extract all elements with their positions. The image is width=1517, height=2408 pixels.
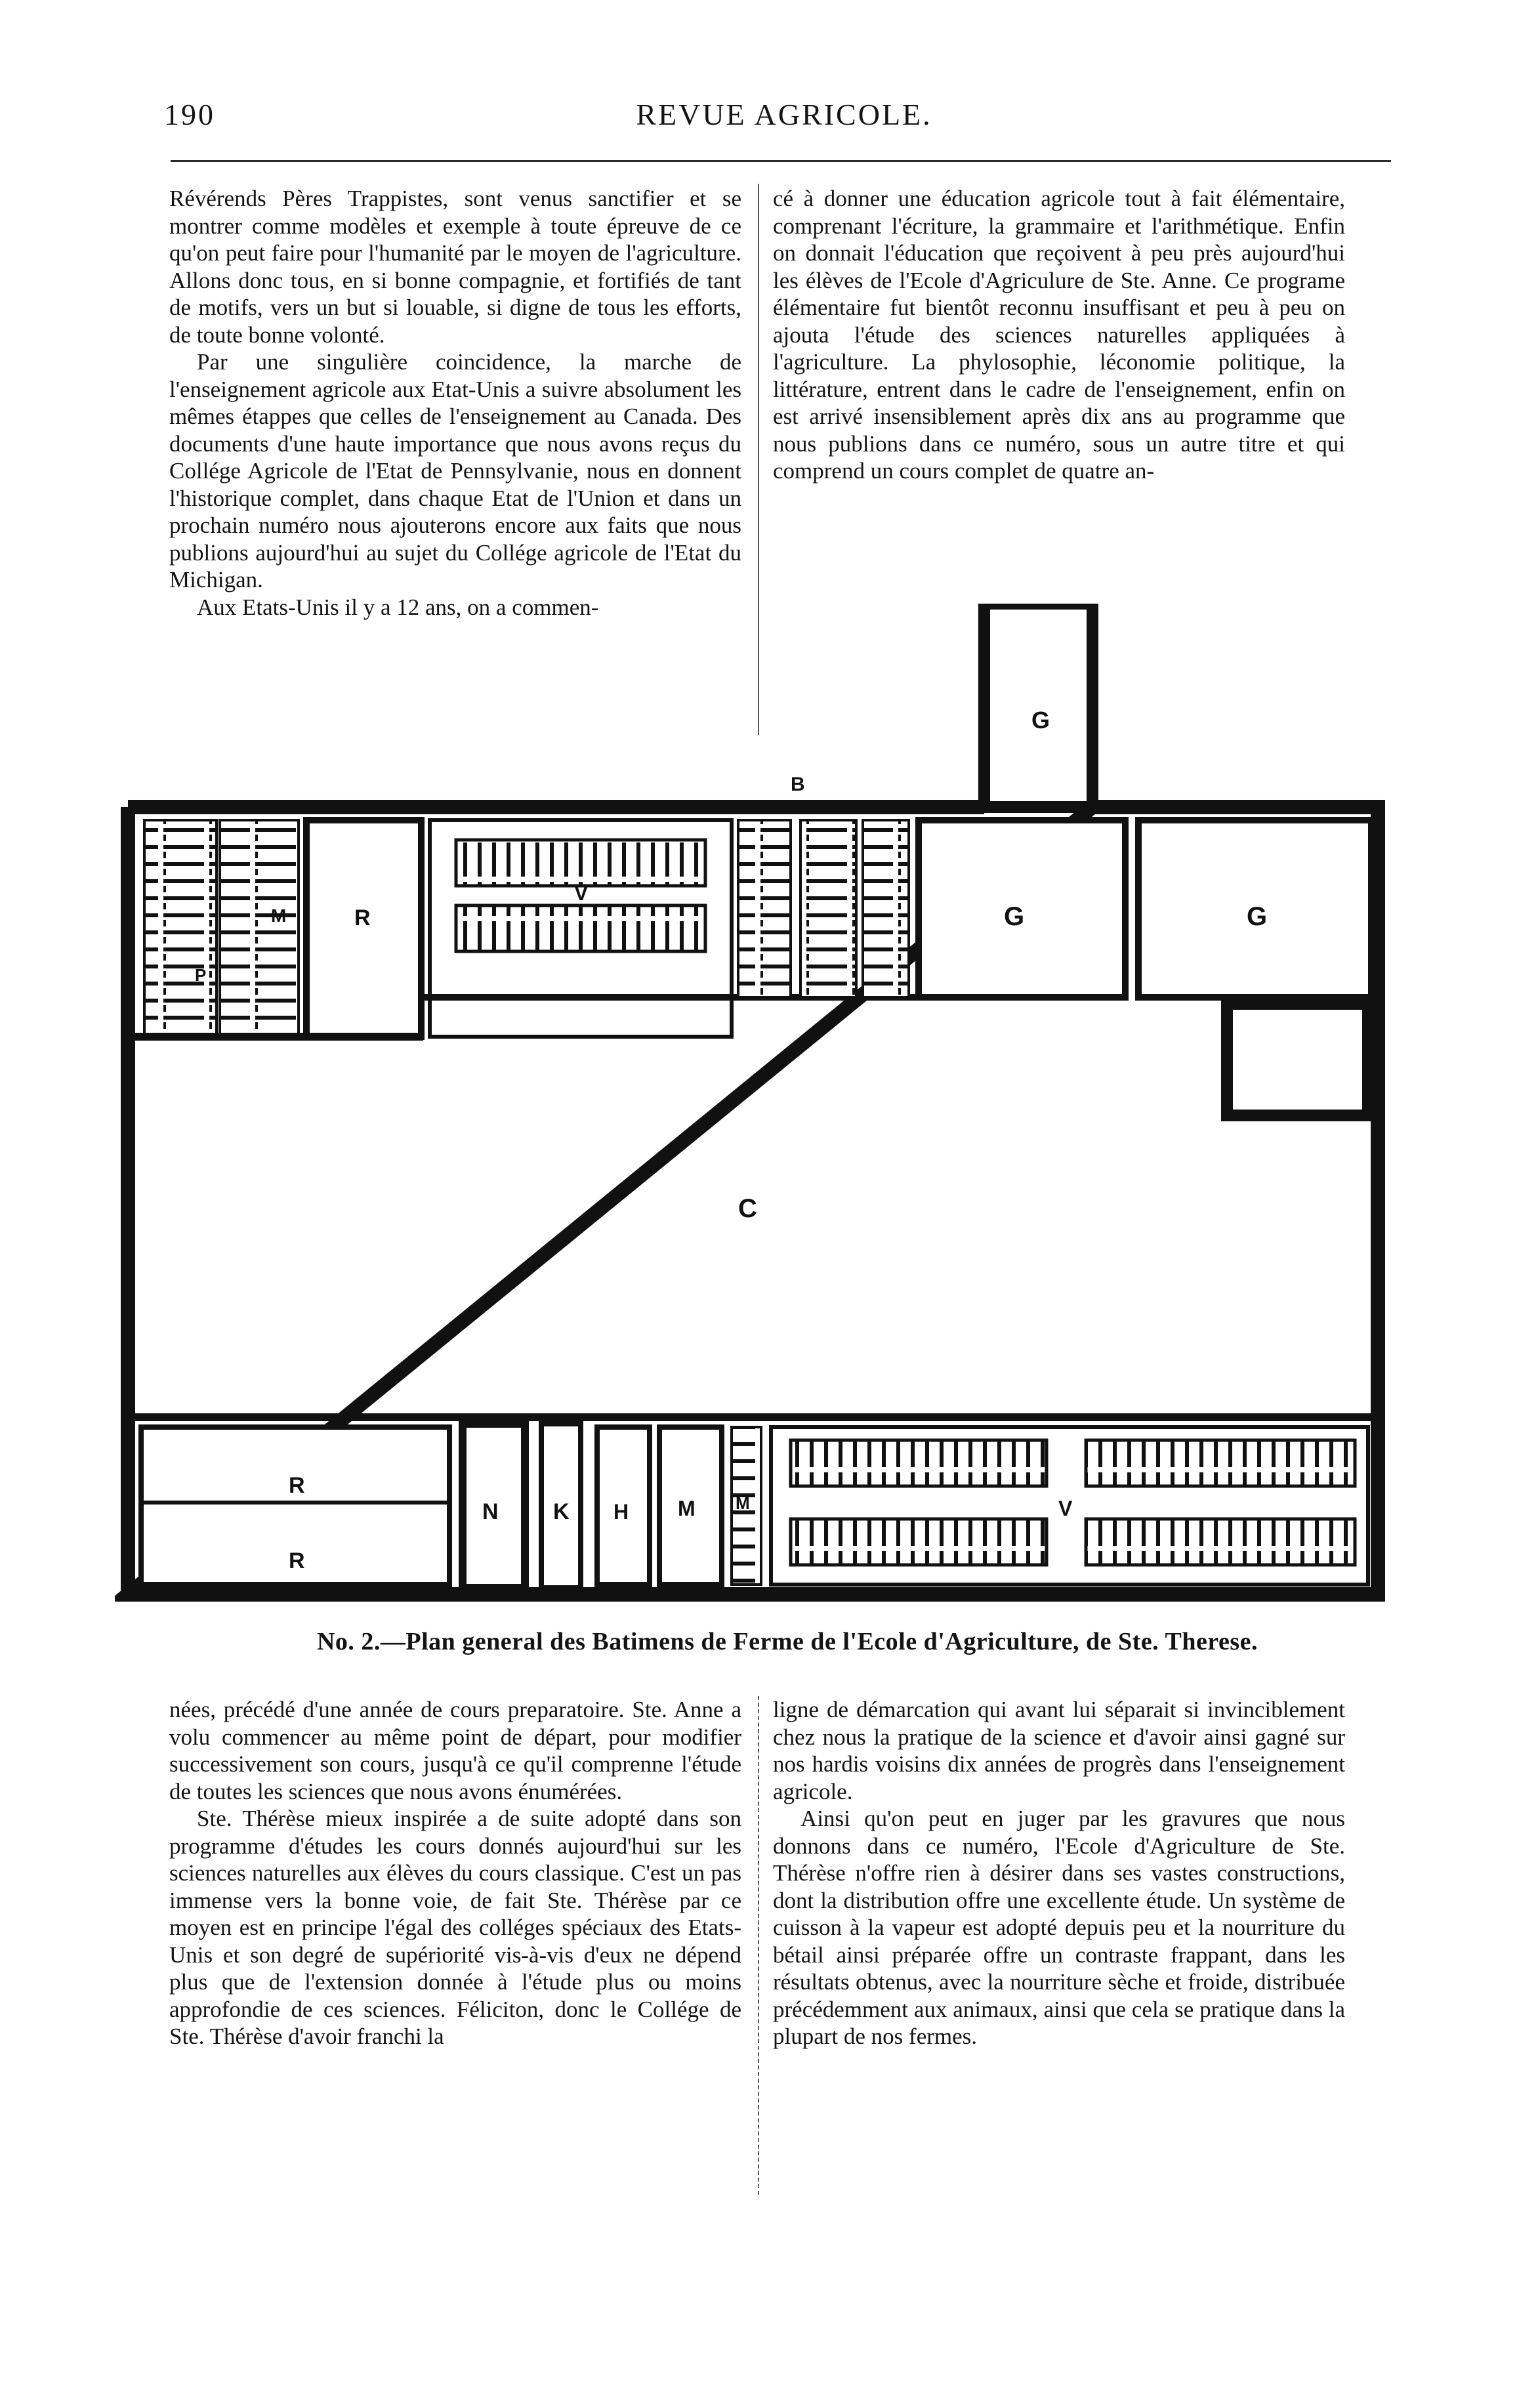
paragraph: Aux Etats-Unis il y a 12 ans, on a commen-: [197, 594, 599, 620]
page-number: 190: [164, 98, 215, 131]
column-bottom-right: [773, 1696, 1345, 2195]
paragraph: Ste. Thérèse mieux inspirée a de suite adopté dans son programme d'études les cours donnés aujourd'hui sur les sciences naturelles aux élèves du cours classique. C'est un pas immense vers la bonne voie, de fait Ste. Thérèse par ce moyen est en principe l'égal des colléges spéciaux des Etats-Unis et son degré de supériorité vis-à-vis d'eux ne dépend plus que de l'extension donnée à l'étude plus ou moins approfondie de ces sciences. Féliciton, donc le Collége de Ste. Thérèse d'avoir franchi la: [169, 1806, 741, 2049]
floor-plan: [115, 604, 1401, 1614]
column-divider: [758, 1696, 759, 2195]
plan-label: G: [1004, 902, 1025, 931]
column-top-right: [773, 185, 1345, 591]
plan-label: V: [1058, 1497, 1073, 1520]
paragraph: cé à donner une éducation agricole tout à fait élémentaire, comprenant l'écriture, la grammaire et l'arithmétique. Enfin on donnait l'éducation que reçoivent à peu près aujourd'hui les élèves de l'Ecole d'Agriculure de Ste. Anne. Ce programe élémentaire fut bientôt reconnu insuffisant et peu à peu on ajouta l'étude des sciences naturelles appliquées à l'agriculture. La phylosophie, léconomie politique, la littérature, entrent dans le cadre de l'enseignement, enfin on est arrivé insensiblement après dix ans au programme que nous publions dans ce numéro, sous un autre titre et qui comprend un cours complet de quatre an-: [773, 186, 1345, 484]
plan-label: R: [289, 1548, 305, 1573]
paragraph: ligne de démarcation qui avant lui séparait si invinciblement chez nous la pratique de la science et d'avoir ainsi gagné sur nos hardis voisins dix années de progrès dans l'enseignement agricole.: [773, 1697, 1345, 1804]
page-header: [164, 97, 1404, 150]
plan-stalls-left: [144, 820, 217, 1037]
journal-title: REVUE AGRICOLE.: [636, 98, 932, 131]
plan-label: C: [738, 1194, 757, 1223]
plan-label: N: [482, 1499, 499, 1524]
plan-label: K: [553, 1499, 570, 1524]
plan-label: M: [678, 1497, 696, 1520]
paragraph: Révérends Pères Trappistes, sont venus sanctifier et se montrer comme modèles et exemple à toute épreuve de ce qu'on peut faire pour l'humanité par le moyen de l'agriculture. Allons donc tous, en si bonne compagnie, et fortifiés de tant de motifs, vers un but si louable, si digne de tous les efforts, de toute bonne volonté.: [169, 186, 741, 348]
plan-label: H: [613, 1500, 629, 1524]
column-bottom-left: [169, 1696, 741, 2195]
header-rule: [171, 160, 1391, 162]
paragraph: nées, précédé d'une année de cours preparatoire. Ste. Anne a volu commencer au même point de départ, pour modifier successivement son cours, jusqu'à ce qu'il comprenne l'étude de toutes les sciences que nous avons énumérées.: [169, 1697, 741, 1804]
paragraph: Ainsi qu'on peut en juger par les gravures que nous donnons dans ce numéro, l'Ecole d'Agriculture de Ste. Thérèse n'offre rien à désirer dans ses vastes constructions, dont la distribution offre une excellente étude. Un système de cuisson à la vapeur est adopté depuis peu et la nourriture du bétail ainsi préparée offre un contraste frappant, dans les résultats obtenus, avec la nourriture sèche et froide, distribuée précédemment aux animaux, ainsi que cela se pratique dans la plupart de nos fermes.: [773, 1806, 1345, 2049]
floor-plan-drawing: [115, 604, 1401, 1614]
plan-tower: [984, 604, 1092, 807]
plan-label: R: [289, 1473, 305, 1498]
plan-label: M: [271, 905, 287, 926]
plan-label: M: [736, 1493, 750, 1513]
plan-label: G: [1247, 902, 1268, 931]
plan-label: B: [791, 774, 805, 795]
figure-caption: No. 2.—Plan general des Batimens de Ferme de l'Ecole d'Agriculture, de Ste. Therese.: [316, 1628, 1258, 1655]
paragraph: Par une singulière coincidence, la marche de l'enseignement agricole aux Etat-Unis a suivre absolument les mêmes étappes que celles de l'enseignement au Canada. Des documents d'une haute importance que nous avons reçus du Collége Agricole de l'Etat de Pennsylvanie, nous en donnent l'historique complet, dans chaque Etat de l'Union et dans un prochain numéro nous ajouterons encore aux faits que nous publions aujourd'hui au sujet du Collége agricole de l'Etat du Michigan.: [169, 349, 741, 592]
plan-label: R: [354, 905, 371, 930]
plan-label: G: [1031, 707, 1050, 734]
plan-label: P: [195, 965, 207, 985]
plan-label: V: [574, 881, 589, 905]
